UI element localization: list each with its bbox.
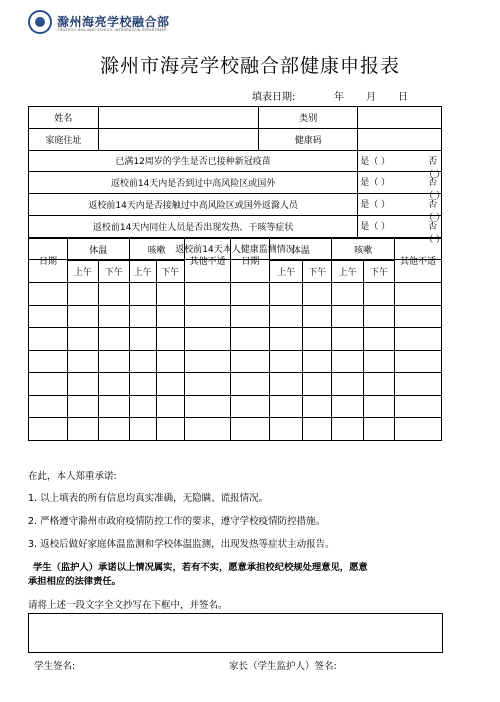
question-1: 已满12周岁的学生是否已接种新冠疫苗 (29, 150, 358, 172)
student-signature-label: 学生签名: (34, 661, 76, 672)
monitor-cell[interactable] (231, 283, 270, 306)
monitor-cell[interactable] (395, 328, 442, 351)
monitor-cell[interactable] (332, 283, 364, 306)
monitor-cell[interactable] (303, 418, 332, 441)
category-field[interactable] (358, 107, 442, 129)
table-row (29, 395, 442, 418)
form-title: 滁州市海亮学校融合部健康申报表 (99, 55, 400, 77)
pledge-bold-line-1: 学生（监护人）承诺以上情况属实，若有不实，愿意承担校纪校规处理意见，愿意 (33, 562, 368, 573)
monitor-cell[interactable] (364, 350, 395, 373)
monitor-cell[interactable] (364, 305, 395, 328)
monitor-cell[interactable] (231, 418, 270, 441)
monitor-cell[interactable] (184, 350, 231, 373)
date-header-right: 日期 (231, 239, 270, 283)
parent-signature-label: 家长（学生监护人）签名: (229, 661, 337, 672)
pledge-item-1: 1. 以上填表的所有信息均真实准确，无隐瞒、谎报情况。 (28, 493, 269, 504)
cough-am-left: 上午 (129, 261, 156, 283)
monitor-cell[interactable] (98, 283, 129, 306)
answer-4-yes[interactable]: 是（ ） (360, 221, 391, 232)
health-code-label: 健康码 (259, 128, 358, 150)
answer-4[interactable] (358, 215, 446, 245)
monitor-cell[interactable] (303, 283, 332, 306)
monitor-cell[interactable] (98, 350, 129, 373)
monitor-cell[interactable] (156, 350, 184, 373)
cough-header-right: 咳嗽 (332, 239, 395, 261)
monitor-cell[interactable] (67, 373, 98, 396)
answer-2[interactable] (358, 172, 446, 202)
temp-am-right: 上午 (270, 261, 303, 283)
monitor-cell[interactable] (270, 395, 303, 418)
table-row (29, 283, 442, 306)
monitor-cell[interactable] (364, 373, 395, 396)
monitor-cell[interactable] (67, 350, 98, 373)
monitor-cell[interactable] (395, 395, 442, 418)
monitor-cell[interactable] (231, 395, 270, 418)
monitor-cell[interactable] (395, 283, 442, 306)
pledge-item-2: 2. 严格遵守滁州市政府疫情防控工作的要求，遵守学校疫情防控措施。 (28, 516, 326, 527)
monitor-cell[interactable] (395, 350, 442, 373)
date-header-left: 日期 (29, 239, 68, 283)
answer-3-no[interactable]: 否（ ） (424, 200, 446, 224)
monitor-cell[interactable] (156, 418, 184, 441)
monitor-cell[interactable] (332, 395, 364, 418)
monitor-cell[interactable] (364, 283, 395, 306)
monitor-cell[interactable] (395, 373, 442, 396)
monitor-cell[interactable] (184, 283, 231, 306)
monitor-cell[interactable] (184, 373, 231, 396)
fill-date-month: 月 (366, 92, 376, 103)
monitor-cell[interactable] (29, 305, 68, 328)
answer-1[interactable] (358, 150, 446, 180)
monitor-cell[interactable] (303, 373, 332, 396)
pledge-item-3: 3. 返校后做好家庭体温监测和学校体温监测，出现发热等症状主动报告。 (28, 539, 335, 550)
monitor-cell[interactable] (364, 395, 395, 418)
monitor-cell[interactable] (67, 283, 98, 306)
monitor-cell[interactable] (156, 328, 184, 351)
temp-header-left: 体温 (67, 239, 129, 261)
monitor-cell[interactable] (129, 418, 156, 441)
info-table (28, 106, 446, 260)
monitor-cell[interactable] (231, 350, 270, 373)
monitor-cell[interactable] (129, 373, 156, 396)
address-label: 家庭住址 (29, 128, 99, 150)
monitor-cell[interactable] (67, 305, 98, 328)
monitor-cell[interactable] (270, 418, 303, 441)
monitor-cell[interactable] (364, 328, 395, 351)
pledge-intro: 在此，本人郑重承诺: (28, 471, 117, 482)
question-3: 返校前14天内是否接触过中高风险区或国外返滁人员 (29, 194, 358, 216)
monitor-cell[interactable] (184, 328, 231, 351)
monitor-cell[interactable] (129, 350, 156, 373)
monitor-cell[interactable] (303, 328, 332, 351)
monitor-title: 返校前14天本人健康监测情况 (29, 237, 442, 259)
table-row (29, 418, 442, 441)
name-label: 姓名 (29, 107, 99, 129)
name-field[interactable] (98, 107, 259, 129)
table-row (29, 328, 442, 351)
monitor-cell[interactable] (156, 373, 184, 396)
answer-1-yes[interactable]: 是（ ） (360, 156, 391, 167)
answer-3[interactable] (358, 194, 446, 224)
monitor-cell[interactable] (184, 395, 231, 418)
table-row (29, 305, 442, 328)
fill-date-year: 年 (334, 92, 344, 103)
category-label: 类别 (259, 107, 358, 129)
monitor-cell[interactable] (29, 373, 68, 396)
temp-pm-left: 下午 (98, 261, 129, 283)
monitor-cell[interactable] (98, 305, 129, 328)
monitor-cell[interactable] (67, 418, 98, 441)
monitor-cell[interactable] (98, 373, 129, 396)
table-row (29, 373, 442, 396)
monitor-cell[interactable] (395, 305, 442, 328)
copy-instruction: 请将上述一段文字全文抄写在下框中，并签名。 (28, 600, 228, 611)
monitor-cell[interactable] (67, 328, 98, 351)
school-subtitle: CHUZHOU HAILIANG SCHOOL INTEGRATION DEPARTMENT (57, 28, 168, 32)
temp-am-left: 上午 (67, 261, 98, 283)
health-code-field[interactable] (358, 128, 442, 150)
monitor-cell[interactable] (231, 305, 270, 328)
monitor-cell[interactable] (29, 418, 68, 441)
monitor-cell[interactable] (332, 328, 364, 351)
temp-pm-right: 下午 (303, 261, 332, 283)
monitor-cell[interactable] (129, 328, 156, 351)
cough-am-right: 上午 (332, 261, 364, 283)
monitor-cell[interactable] (98, 418, 129, 441)
school-name: 滁州海亮学校融合部 (57, 15, 170, 29)
fill-date-day: 日 (398, 92, 408, 103)
monitor-cell[interactable] (231, 328, 270, 351)
monitor-cell[interactable] (98, 328, 129, 351)
monitor-cell[interactable] (364, 418, 395, 441)
answer-2-yes[interactable]: 是（ ） (360, 178, 391, 189)
handwriting-box[interactable] (28, 613, 443, 653)
table-row (29, 350, 442, 373)
answer-4-no[interactable]: 否（ ） (424, 221, 446, 245)
cough-pm-right: 下午 (364, 261, 395, 283)
monitor-cell[interactable] (303, 305, 332, 328)
monitor-cell[interactable] (303, 395, 332, 418)
temp-header-right: 体温 (270, 239, 332, 261)
answer-1-no[interactable]: 否（ ） (424, 156, 446, 180)
monitor-table (28, 238, 442, 441)
monitor-cell[interactable] (129, 305, 156, 328)
monitor-cell[interactable] (270, 350, 303, 373)
monitor-cell[interactable] (129, 283, 156, 306)
monitor-cell[interactable] (184, 418, 231, 441)
monitor-cell[interactable] (29, 283, 68, 306)
cough-pm-left: 下午 (156, 261, 184, 283)
school-logo-icon (28, 10, 52, 34)
monitor-cell[interactable] (332, 418, 364, 441)
monitor-cell[interactable] (29, 328, 68, 351)
monitor-cell[interactable] (270, 305, 303, 328)
monitor-cell[interactable] (270, 373, 303, 396)
fill-date-label: 填表日期: (252, 92, 296, 103)
monitor-cell[interactable] (156, 283, 184, 306)
monitor-cell[interactable] (303, 350, 332, 373)
monitor-cell[interactable] (231, 373, 270, 396)
monitor-rows (29, 283, 442, 441)
monitor-cell[interactable] (156, 395, 184, 418)
monitor-cell[interactable] (270, 283, 303, 306)
monitor-cell[interactable] (98, 395, 129, 418)
cough-header-left: 咳嗽 (129, 239, 184, 261)
monitor-cell[interactable] (67, 395, 98, 418)
answer-3-yes[interactable]: 是（ ） (360, 200, 391, 211)
question-4: 返校前14天内同住人员是否出现发热、干咳等症状 (29, 215, 358, 237)
monitor-cell[interactable] (29, 395, 68, 418)
monitor-cell[interactable] (332, 305, 364, 328)
other-header-right: 其他不适 (395, 239, 442, 283)
question-2: 返校前14天内是否到过中高风险区或国外 (29, 172, 358, 194)
address-field[interactable] (98, 128, 259, 150)
pledge-bold-line-2: 承担相应的法律责任。 (28, 576, 121, 587)
monitor-cell[interactable] (332, 373, 364, 396)
monitor-cell[interactable] (29, 350, 68, 373)
monitor-cell[interactable] (129, 395, 156, 418)
monitor-cell[interactable] (332, 350, 364, 373)
monitor-cell[interactable] (156, 305, 184, 328)
monitor-cell[interactable] (270, 328, 303, 351)
answer-2-no[interactable]: 否（ ） (424, 178, 446, 202)
other-header-left: 其他不适 (184, 239, 231, 283)
monitor-cell[interactable] (395, 418, 442, 441)
monitor-cell[interactable] (184, 305, 231, 328)
